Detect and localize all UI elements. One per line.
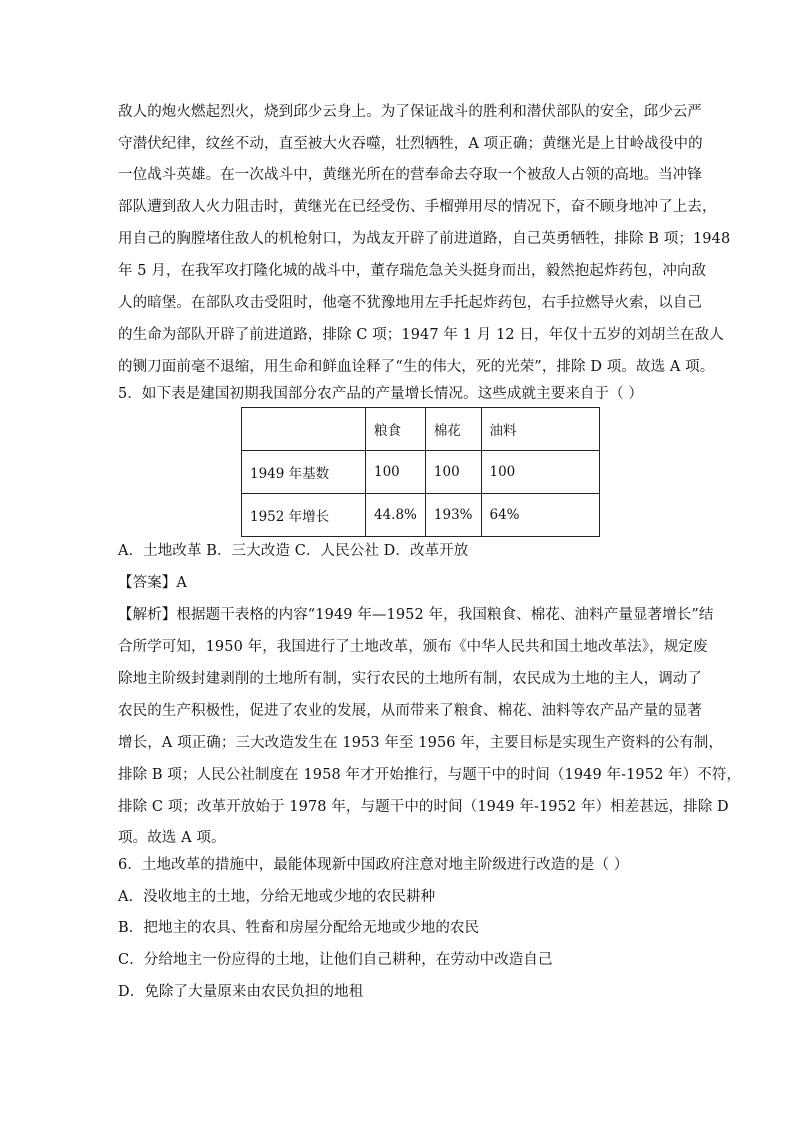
table-header-cell: 油料	[481, 408, 599, 451]
analysis-line: 除地主阶级封建剥削的土地所有制，实行农民的土地所有制，农民成为土地的主人，调动了	[118, 671, 702, 687]
explanation-line: 部队遭到敌人火力阻击时，黄继光在已经受伤、手榴弹用尽的情况下，奋不顾身地冲了上去，	[118, 199, 717, 215]
explanation-line: 年 5 月，在我军攻打隆化城的战斗中，董存瑞危急关头挺身而出，毅然抱起炸药包，冲向敌	[118, 263, 707, 279]
table-row	[242, 494, 600, 537]
question-6-option-d: D．免除了大量原来由农民负担的地租	[118, 984, 364, 1000]
analysis-line: 【解析】根据题干表格的内容“1949 年—1952 年，我国粮食、棉花、油料产量显著增长”结	[118, 607, 714, 623]
explanation-line: 的铡刀面前毫不退缩，用生命和鲜血诠释了“生的伟大，死的光荣”，排除 D 项。故选 A 项。	[118, 359, 715, 375]
table-header-row	[242, 408, 600, 451]
question-5-stem: 5．如下表是建国初期我国部分农产品的产量增长情况。这些成就主要来自于（ ）	[118, 386, 644, 402]
question-6-option-c: C．分给地主一份应得的土地，让他们自己耕种，在劳动中改造自己	[118, 952, 553, 968]
table-cell: 1949 年基数	[242, 451, 366, 494]
production-table	[241, 407, 600, 537]
table-cell: 1952 年增长	[242, 494, 366, 537]
table-header-cell: 棉花	[425, 408, 481, 451]
explanation-line: 人的暗堡。在部队攻击受阻时，他毫不犹豫地用左手托起炸药包，右手拉燃导火索，以自己	[118, 295, 702, 311]
explanation-line: 守潜伏纪律，纹丝不动，直至被大火吞噬，壮烈牺牲，A 项正确；黄继光是上甘岭战役中的	[118, 136, 703, 152]
analysis-line: 排除 B 项；人民公社制度在 1958 年才开始推行，与题干中的时间（1949 年-1952 年）不符，	[118, 767, 742, 783]
analysis-line: 项。故选 A 项。	[118, 830, 226, 846]
question-6-option-a: A．没收地主的土地，分给无地或少地的农民耕种	[118, 889, 436, 905]
table-cell: 193%	[425, 494, 481, 537]
table-cell: 100	[366, 451, 426, 494]
analysis-line: 合所学可知，1950 年，我国进行了土地改革，颁布《中华人民共和国土地改革法》，规定废	[118, 639, 708, 655]
table-row	[242, 451, 600, 494]
question-5-answer: 【答案】A	[118, 575, 187, 591]
analysis-line: 农民的生产积极性，促进了农业的发展，从而带来了粮食、棉花、油料等农产品产量的显著	[118, 703, 702, 719]
analysis-line: 增长，A 项正确；三大改造发生在 1953 年至 1956 年，主要目标是实现生产资料的公有制，	[118, 735, 724, 751]
table-cell: 100	[425, 451, 481, 494]
table-cell: 100	[481, 451, 599, 494]
question-5-options: A．土地改革 B．三大改造 C．人民公社 D．改革开放	[118, 543, 469, 559]
explanation-line: 一位战斗英雄。在一次战斗中，黄继光所在的营奉命去夺取一个被敌人占领的高地。当冲锋	[118, 167, 702, 183]
question-6-option-b: B．把地主的农具、牲畜和房屋分配给无地或少地的农民	[118, 920, 480, 936]
analysis-line: 排除 C 项；改革开放始于 1978 年，与题干中的时间（1949 年-1952 年）相差甚远，排除 D	[118, 799, 729, 815]
table-cell	[242, 408, 366, 451]
explanation-line: 的生命为部队开辟了前进道路，排除 C 项；1947 年 1 月 12 日，年仅十五岁的刘胡兰在敌人	[118, 327, 724, 343]
explanation-line: 敌人的炮火燃起烈火，烧到邱少云身上。为了保证战斗的胜利和潜伏部队的安全，邱少云严	[118, 104, 702, 120]
explanation-line: 用自己的胸膛堵住敌人的机枪射口，为战友开辟了前进道路，自己英勇牺牲，排除 B 项；1948	[118, 231, 731, 247]
table-header-cell: 粮食	[366, 408, 426, 451]
question-6-stem: 6．土地改革的措施中，最能体现新中国政府注意对地主阶级进行改造的是（ ）	[118, 857, 629, 873]
table-cell: 64%	[481, 494, 599, 537]
table-cell: 44.8%	[366, 494, 426, 537]
